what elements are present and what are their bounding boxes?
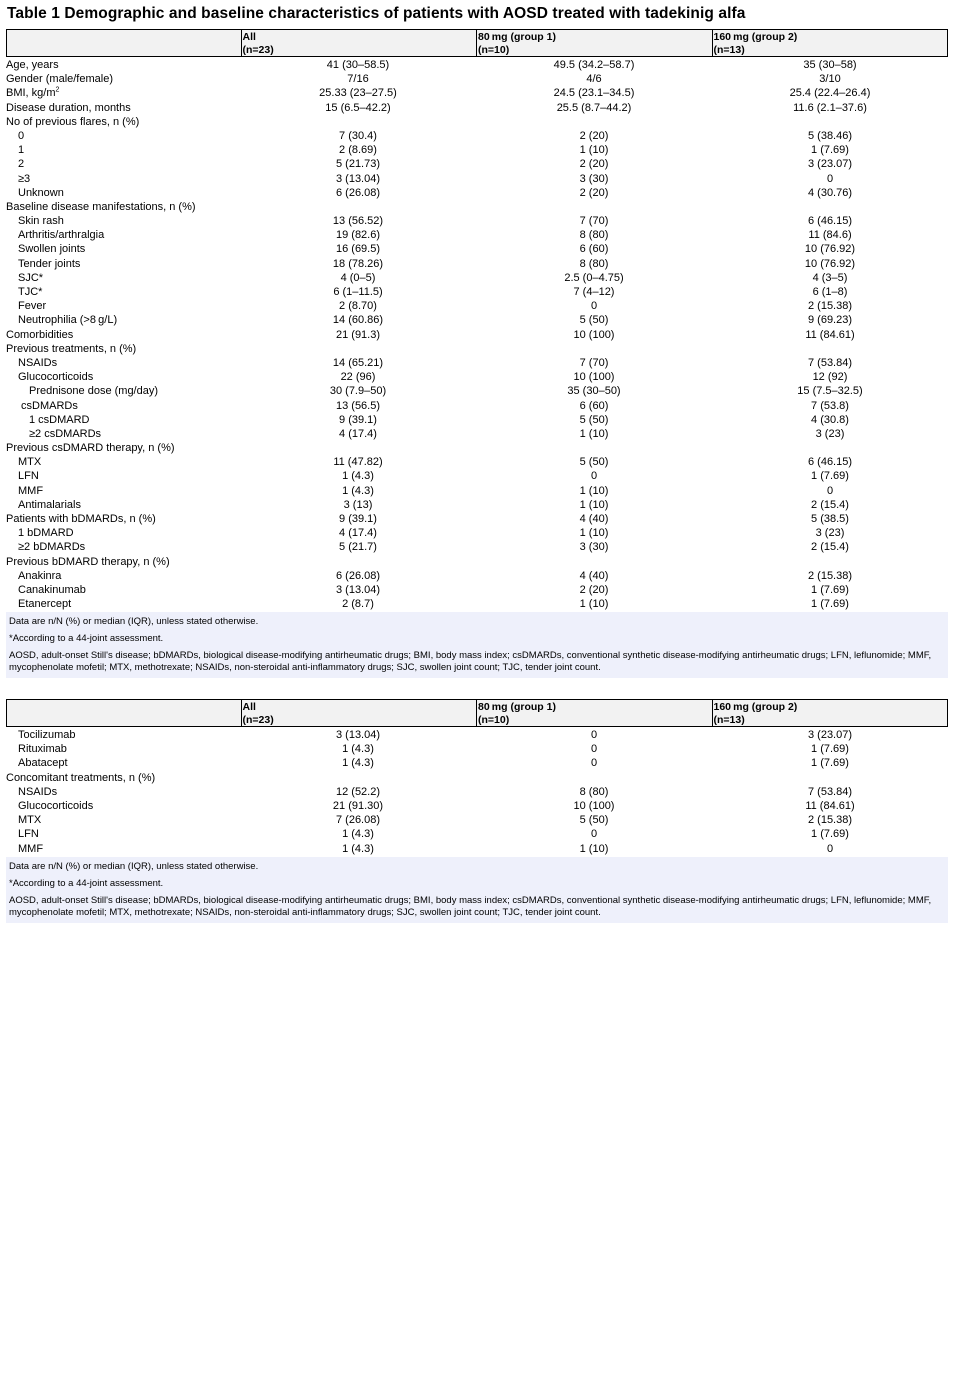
row-label: Swollen joints — [18, 243, 86, 256]
value-all: 18 (78.26) — [332, 257, 384, 270]
value-group-2: 9 (69.23) — [807, 314, 853, 327]
header-empty-cell — [7, 30, 241, 56]
value-group-2: 2 (15.38) — [807, 814, 853, 827]
row-label: NSAIDs — [18, 356, 58, 369]
value-group-1: 8 (80) — [579, 257, 609, 270]
value-all: 25.33 (23–27.5) — [319, 87, 397, 100]
row-label: Neutrophilia (>8 g/L) — [18, 314, 118, 327]
row-label: MTX — [18, 814, 42, 827]
row-label: ≥2 bDMARDs — [18, 541, 86, 554]
value-group-2 — [712, 555, 948, 569]
table-row — [6, 242, 948, 256]
value-group-2 — [712, 342, 948, 356]
value-all: 1 (4.3) — [342, 743, 374, 756]
row-label: No of previous flares, n (%) — [6, 115, 140, 128]
table-row — [6, 101, 948, 115]
value-group-1: 0 — [590, 828, 598, 841]
value-group-1 — [476, 441, 712, 455]
row-label: Skin rash — [18, 215, 64, 228]
value-group-2 — [712, 771, 948, 785]
row-label: 0 — [18, 129, 25, 142]
value-all: 3 (13) — [343, 498, 373, 511]
row-label: LFN — [18, 470, 39, 483]
abbreviations-footnote: AOSD, adult-onset Still's disease; bDMARDs, biological disease-modifying antirheumatic drugs; BMI, body mass index; csDMARDs, conventional synthetic disease-modifying antirheumatic drugs; LFN, leflunomide; MMF, mycophenolate mofetil; MTX, methotrexate; NSAIDs, non-steroidal anti-inflammatory drugs; SJC, swollen joint count; TJC, tender joint count. — [9, 894, 932, 918]
value-group-2: 4 (30.76) — [807, 186, 853, 199]
table-body — [6, 728, 948, 856]
value-group-1: 5 (50) — [579, 814, 609, 827]
value-group-2: 0 — [826, 484, 834, 497]
value-all: 1 (4.3) — [342, 828, 374, 841]
table-row — [6, 771, 948, 785]
value-group-2: 0 — [826, 172, 834, 185]
row-label: Previous treatments, n (%) — [6, 342, 137, 355]
table-footnotes — [6, 612, 948, 678]
table-title: Table 1 Demographic and baseline characteristics of patients with AOSD treated with tadekinig alfa — [7, 5, 746, 22]
table-row — [6, 257, 948, 271]
value-group-1: 49.5 (34.2–58.7) — [553, 59, 635, 71]
value-all: 21 (91.30) — [332, 799, 384, 812]
value-group-2: 6 (46.15) — [807, 456, 853, 469]
value-group-1: 7 (70) — [579, 356, 609, 369]
value-all — [240, 771, 476, 785]
value-all: 6 (26.08) — [335, 186, 381, 199]
row-label: BMI, $kg/m^2$ — [6, 86, 60, 100]
table-row — [6, 498, 948, 512]
value-group-1: 1 (10) — [579, 427, 609, 440]
value-group-2: 3 (23.07) — [807, 158, 853, 171]
row-label: Rituximab — [18, 743, 67, 756]
value-all: 4 (17.4) — [339, 427, 377, 440]
value-group-1: 2.5 (0–4.75) — [564, 271, 624, 284]
value-all: 3 (13.04) — [335, 172, 381, 185]
row-label: Antimalarials — [18, 498, 81, 511]
value-group-1: 1 (10) — [579, 498, 609, 511]
value-group-1: 1 (10) — [579, 144, 609, 157]
table-row — [6, 370, 948, 384]
row-label: Unknown — [18, 186, 64, 199]
value-group-2: 1 (7.69) — [811, 144, 849, 157]
value-group-1: 0 — [590, 729, 598, 741]
table-row — [6, 157, 948, 171]
table-row — [6, 799, 948, 813]
value-group-2: 1 (7.69) — [811, 598, 849, 611]
value-group-1: 1 (10) — [579, 484, 609, 497]
row-label: Arthritis/arthralgia — [18, 229, 105, 242]
value-group-1: 1 (10) — [579, 527, 609, 540]
value-group-1: 6 (60) — [579, 243, 609, 256]
value-group-2: 5 (38.46) — [807, 129, 853, 142]
baseline-table-part-1 — [6, 29, 948, 678]
header-empty-cell — [7, 700, 241, 726]
value-group-2: 4 (3–5) — [812, 271, 848, 284]
row-label: Age, years — [6, 59, 59, 71]
value-group-1: 3 (30) — [579, 172, 609, 185]
value-all: 2 (8.7) — [342, 598, 374, 611]
abbreviations-footnote: AOSD, adult-onset Still's disease; bDMARDs, biological disease-modifying antirheumatic drugs; BMI, body mass index; csDMARDs, conventional synthetic disease-modifying antirheumatic drugs; LFN, leflunomide; MMF, mycophenolate mofetil; MTX, methotrexate; NSAIDs, non-steroidal anti-inflammatory drugs; SJC, swollen joint count; TJC, tender joint count. — [9, 650, 932, 674]
baseline-table-part-2 — [6, 699, 948, 923]
value-group-1: 0 — [590, 470, 598, 483]
table-row — [6, 455, 948, 469]
table-row — [6, 813, 948, 827]
value-all: 2 (8.69) — [339, 144, 377, 157]
value-group-2: 11 (84.61) — [805, 328, 855, 341]
value-all: 30 (7.9–50) — [329, 385, 387, 398]
value-group-1: 0 — [590, 300, 598, 313]
value-group-2: 11 (84.61) — [805, 799, 855, 812]
data-footnote: Data are n/N (%) or median (IQR), unless stated otherwise. — [9, 616, 259, 628]
table-row — [6, 742, 948, 756]
joint-footnote: *According to a 44-joint assessment. — [9, 633, 164, 645]
row-label: Anakinra — [18, 569, 62, 582]
value-all: 7 (26.08) — [335, 814, 381, 827]
header-all: All (n=23) — [241, 30, 477, 56]
table-row — [6, 728, 948, 742]
table-row — [6, 328, 948, 342]
value-all: 11 (47.82) — [333, 456, 383, 469]
value-all: 14 (60.86) — [332, 314, 384, 327]
value-group-2: 35 (30–58) — [803, 59, 857, 71]
header-all: All (n=23) — [241, 700, 477, 726]
value-all: 6 (1–11.5) — [333, 286, 383, 298]
value-group-1: 0 — [590, 743, 598, 756]
value-all: 19 (82.6) — [335, 229, 381, 242]
value-all: 3 (13.04) — [335, 729, 381, 741]
table-row — [6, 299, 948, 313]
value-group-2: 4 (30.8) — [811, 413, 849, 426]
value-all: 4 (0–5) — [340, 271, 376, 284]
value-group-2: 7 (53.8) — [811, 399, 849, 412]
value-group-2: 3 (23) — [815, 427, 845, 440]
value-all: 1 (4.3) — [342, 470, 374, 483]
value-group-2: 12 (92) — [812, 371, 848, 384]
table-row — [6, 228, 948, 242]
row-label: Tocilizumab — [18, 729, 76, 741]
value-group-2: 11.6 (2.1–37.6) — [793, 101, 867, 114]
value-group-1 — [476, 771, 712, 785]
value-all: 9 (39.1) — [339, 513, 377, 525]
value-group-2: 1 (7.69) — [811, 743, 849, 756]
value-all: 3 (13.04) — [335, 583, 381, 596]
row-label: Canakinumab — [18, 583, 86, 596]
row-label: Abatacept — [18, 757, 68, 770]
row-label: Comorbidities — [6, 328, 74, 341]
value-group-1: 1 (10) — [579, 842, 609, 855]
value-group-1: 8 (80) — [579, 785, 609, 798]
value-all: 13 (56.5) — [335, 399, 381, 412]
table-row — [6, 555, 948, 569]
table-row — [6, 143, 948, 157]
value-group-2: 1 (7.69) — [811, 757, 849, 770]
header-group-2: 160 mg (group 2) (n=13) — [712, 30, 948, 56]
value-all — [240, 342, 476, 356]
table-row — [6, 413, 948, 427]
value-group-1: 7 (4–12) — [573, 286, 615, 298]
data-footnote: Data are n/N (%) or median (IQR), unless stated otherwise. — [9, 860, 259, 872]
value-group-2: 5 (38.5) — [811, 513, 849, 525]
value-all: 21 (91.3) — [335, 328, 381, 341]
value-group-2: 7 (53.84) — [807, 785, 853, 798]
value-group-1: 4 (40) — [579, 513, 609, 525]
table-row — [6, 597, 948, 611]
table-header — [6, 699, 948, 727]
value-group-1: 2 (20) — [579, 186, 609, 199]
value-all: 13 (56.52) — [332, 215, 384, 228]
value-all — [240, 555, 476, 569]
table-row — [6, 756, 948, 770]
row-label: MMF — [18, 842, 44, 855]
table-row — [6, 441, 948, 455]
table-row — [6, 129, 948, 143]
value-all: 4 (17.4) — [339, 527, 377, 540]
table-row — [6, 186, 948, 200]
row-label: Tender joints — [18, 257, 81, 270]
row-label: Glucocorticoids — [18, 799, 94, 812]
value-group-1 — [476, 342, 712, 356]
row-label: 1 bDMARD — [18, 527, 74, 540]
value-group-2: 11 (84.6) — [808, 229, 852, 242]
value-group-1: 10 (100) — [573, 328, 615, 341]
table-row — [6, 271, 948, 285]
value-group-1: 5 (50) — [579, 314, 609, 327]
value-group-2 — [712, 200, 948, 214]
value-all — [240, 115, 476, 129]
row-label: SJC* — [18, 271, 44, 284]
table-row — [6, 583, 948, 597]
value-group-2: 7 (53.84) — [807, 356, 853, 369]
value-group-1: 25.5 (8.7–44.2) — [556, 101, 632, 114]
value-all: 22 (96) — [340, 371, 376, 384]
value-group-2: 15 (7.5–32.5) — [797, 385, 863, 398]
row-label: NSAIDs — [18, 785, 58, 798]
table-row — [6, 72, 948, 86]
value-all: 7 (30.4) — [339, 129, 377, 142]
value-all: 6 (26.08) — [335, 569, 381, 582]
value-group-1: 0 — [590, 757, 598, 770]
value-group-2: 2 (15.38) — [807, 300, 853, 313]
table-row — [6, 512, 948, 526]
value-all: 1 (4.3) — [342, 484, 374, 497]
table-body — [6, 58, 948, 611]
value-group-1: 2 (20) — [579, 158, 609, 171]
row-label: 1 csDMARD — [29, 413, 90, 426]
value-group-2 — [712, 115, 948, 129]
table-row — [6, 469, 948, 483]
table-row — [6, 342, 948, 356]
row-label: MMF — [18, 484, 44, 497]
table-row — [6, 484, 948, 498]
value-group-2 — [712, 441, 948, 455]
table-row — [6, 86, 948, 100]
header-group-1: 80 mg (group 1) (n=10) — [476, 700, 712, 726]
value-all: 2 (8.70) — [339, 300, 377, 313]
value-group-2: 3/10 — [819, 73, 841, 86]
row-label: Etanercept — [18, 598, 72, 611]
value-all: 14 (65.21) — [332, 356, 384, 369]
value-all — [240, 200, 476, 214]
value-group-1 — [476, 115, 712, 129]
value-all: 15 (6.5–42.2) — [325, 101, 391, 114]
table-row — [6, 285, 948, 299]
value-group-2: 2 (15.38) — [807, 569, 853, 582]
row-label: Previous csDMARD therapy, n (%) — [6, 442, 175, 455]
table-row — [6, 58, 948, 72]
value-group-2: 3 (23) — [815, 527, 845, 540]
value-group-2: 10 (76.92) — [804, 243, 856, 256]
value-all: 7/16 — [347, 73, 369, 86]
table-row — [6, 399, 948, 413]
value-group-2: 3 (23.07) — [807, 729, 853, 741]
table-row — [6, 313, 948, 327]
table-header — [6, 29, 948, 57]
value-group-1: 4 (40) — [579, 569, 609, 582]
value-group-2: 2 (15.4) — [811, 498, 849, 511]
value-group-1: 24.5 (23.1–34.5) — [553, 87, 635, 100]
value-group-1 — [476, 200, 712, 214]
table-row — [6, 540, 948, 554]
table-row — [6, 427, 948, 441]
value-group-1: 5 (50) — [579, 456, 609, 469]
value-all: 1 (4.3) — [342, 842, 374, 855]
joint-footnote: *According to a 44-joint assessment. — [9, 877, 164, 889]
value-group-2: 2 (15.4) — [811, 541, 849, 554]
row-label: csDMARDs — [21, 399, 78, 412]
value-group-2: 1 (7.69) — [811, 583, 849, 596]
value-group-1: 10 (100) — [573, 799, 615, 812]
row-label: TJC* — [18, 286, 43, 298]
value-group-1: 4/6 — [586, 73, 602, 86]
value-group-2: 10 (76.92) — [804, 257, 856, 270]
value-group-2: 0 — [826, 842, 834, 855]
row-label: ≥2 csDMARDs — [29, 427, 102, 440]
row-label: LFN — [18, 828, 39, 841]
value-group-1: 2 (20) — [579, 583, 609, 596]
header-group-1: 80 mg (group 1) (n=10) — [476, 30, 712, 56]
value-group-2: 6 (46.15) — [807, 215, 853, 228]
value-all: 12 (52.2) — [335, 785, 381, 798]
value-all: 16 (69.5) — [335, 243, 381, 256]
row-label: Disease duration, months — [6, 101, 131, 114]
table-row — [6, 200, 948, 214]
table-row — [6, 356, 948, 370]
table-row — [6, 384, 948, 398]
value-all: 9 (39.1) — [339, 413, 377, 426]
row-label: Prednisone dose (mg/day) — [29, 385, 159, 398]
value-all: 5 (21.73) — [335, 158, 381, 171]
table-row — [6, 827, 948, 841]
table-row — [6, 785, 948, 799]
row-label: Patients with bDMARDs, n (%) — [6, 513, 156, 525]
row-label: 2 — [18, 158, 25, 171]
value-group-1 — [476, 555, 712, 569]
value-all: 5 (21.7) — [339, 541, 377, 554]
row-label: Baseline disease manifestations, n (%) — [6, 200, 196, 213]
row-label: Gender (male/female) — [6, 73, 113, 86]
value-group-1: 2 (20) — [579, 129, 609, 142]
table-row — [6, 214, 948, 228]
value-group-1: 6 (60) — [579, 399, 609, 412]
row-label: Previous bDMARD therapy, n (%) — [6, 555, 170, 568]
table-row — [6, 115, 948, 129]
value-group-1: 10 (100) — [573, 371, 615, 384]
value-all: 1 (4.3) — [342, 757, 374, 770]
row-label: Concomitant treatments, n (%) — [6, 771, 156, 784]
header-group-2: 160 mg (group 2) (n=13) — [712, 700, 948, 726]
value-group-2: 1 (7.69) — [811, 828, 849, 841]
value-group-1: 5 (50) — [579, 413, 609, 426]
table-row — [6, 172, 948, 186]
row-label: MTX — [18, 456, 42, 469]
value-group-2: 6 (1–8) — [812, 286, 848, 298]
value-all: 41 (30–58.5) — [326, 59, 390, 71]
value-group-1: 35 (30–50) — [567, 385, 621, 398]
value-group-1: 3 (30) — [579, 541, 609, 554]
value-all — [240, 441, 476, 455]
table-row — [6, 526, 948, 540]
table-row — [6, 842, 948, 856]
value-group-2: 25.4 (22.4–26.4) — [789, 87, 871, 100]
table-footnotes — [6, 857, 948, 923]
value-group-1: 1 (10) — [579, 598, 609, 611]
table-row — [6, 569, 948, 583]
row-label: ≥3 — [18, 172, 31, 185]
value-group-2: 1 (7.69) — [811, 470, 849, 483]
value-group-1: 7 (70) — [579, 215, 609, 228]
row-label: 1 — [18, 144, 25, 157]
row-label: Glucocorticoids — [18, 371, 94, 384]
value-group-1: 8 (80) — [579, 229, 609, 242]
row-label: Fever — [18, 300, 47, 313]
